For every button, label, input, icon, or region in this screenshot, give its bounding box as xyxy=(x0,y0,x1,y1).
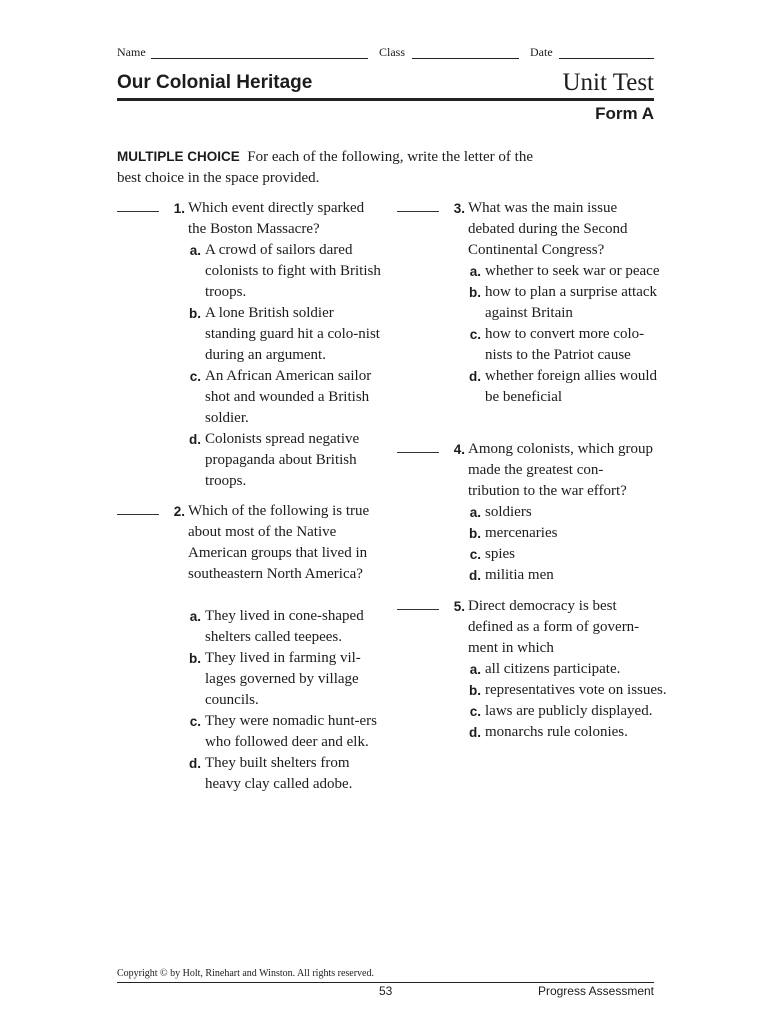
option-letter: a. xyxy=(189,609,201,624)
question-number: 3. xyxy=(453,201,465,216)
copyright-notice: Copyright © by Holt, Rinehart and Winston. All rights reserved. xyxy=(117,968,374,979)
instructions-heading: MULTIPLE CHOICE xyxy=(117,149,240,164)
class-field[interactable] xyxy=(379,45,405,60)
instructions-text: For each of the following, write the letter of the best choice in the space provided. xyxy=(117,149,533,186)
option-a xyxy=(188,606,388,648)
date-label: Date xyxy=(530,45,553,59)
option-b xyxy=(468,282,663,324)
question-text: What was the main issue debated during the Second Continental Congress? xyxy=(468,200,628,258)
option-text: soldiers xyxy=(485,504,532,520)
option-letter: c. xyxy=(189,369,201,384)
option-a xyxy=(468,502,663,523)
option-text: monarchs rule colonies. xyxy=(485,724,628,740)
answer-blank-4[interactable] xyxy=(397,452,439,453)
option-letter: d. xyxy=(469,568,481,583)
option-b xyxy=(188,648,388,711)
option-a xyxy=(188,240,388,303)
name-line[interactable] xyxy=(151,58,368,59)
option-text: whether foreign allies would be beneficial xyxy=(485,368,658,405)
option-c xyxy=(468,544,663,565)
option-letter: b. xyxy=(469,683,481,698)
option-text: mercenaries xyxy=(485,525,558,541)
option-letter: a. xyxy=(469,505,481,520)
option-d xyxy=(468,722,668,743)
page-number: 53 xyxy=(379,984,393,998)
question-text: Among colonists, which group made the greatest con-tribution to the war effort? xyxy=(468,441,653,499)
section-label: Progress Assessment xyxy=(537,984,654,998)
option-letter: d. xyxy=(469,725,481,740)
option-letter: b. xyxy=(469,526,481,541)
question-number: 4. xyxy=(453,442,465,457)
unit-test-label: Unit Test xyxy=(562,69,654,96)
option-text: They were nomadic hunt-ers who followed deer and elk. xyxy=(205,713,378,750)
option-letter: c. xyxy=(469,327,481,342)
option-d xyxy=(468,366,663,408)
option-letter: d. xyxy=(189,756,201,771)
option-text: how to convert more colo-nists to the Patriot cause xyxy=(485,326,645,363)
option-letter: a. xyxy=(469,662,481,677)
option-letter: c. xyxy=(469,547,481,562)
answer-blank-3[interactable] xyxy=(397,211,439,212)
instructions xyxy=(117,146,557,189)
option-text: A lone British soldier standing guard hit a colo-nist during an argument. xyxy=(205,305,380,363)
option-letter: c. xyxy=(469,704,481,719)
answer-blank-1[interactable] xyxy=(117,211,159,212)
option-c xyxy=(468,701,668,722)
option-d xyxy=(468,565,663,586)
option-text: They built shelters from heavy clay called adobe. xyxy=(205,755,353,792)
question-number: 1. xyxy=(173,201,185,216)
question-text: Which event directly sparked the Boston Massacre? xyxy=(188,200,365,237)
title-row xyxy=(117,68,654,101)
option-c xyxy=(188,711,388,753)
option-c xyxy=(188,366,388,429)
option-text: A crowd of sailors dared colonists to fight with British troops. xyxy=(205,242,381,300)
option-letter: d. xyxy=(189,432,201,447)
option-a xyxy=(468,659,668,680)
option-d xyxy=(188,753,388,795)
option-letter: b. xyxy=(189,651,201,666)
answer-blank-5[interactable] xyxy=(397,609,439,610)
option-letter: a. xyxy=(189,243,201,258)
class-label: Class xyxy=(379,45,406,59)
option-c xyxy=(468,324,663,366)
option-letter: d. xyxy=(469,369,481,384)
option-text: all citizens participate. xyxy=(485,661,621,677)
option-b xyxy=(468,680,668,701)
class-line[interactable] xyxy=(412,58,519,59)
option-text: They lived in cone-shaped shelters called teepees. xyxy=(205,608,364,645)
option-letter: c. xyxy=(189,714,201,729)
option-text: spies xyxy=(485,546,515,562)
option-text: laws are publicly displayed. xyxy=(485,703,653,719)
option-letter: a. xyxy=(469,264,481,279)
question-text: Which of the following is true about most of the Native American groups that lived in southeastern North America? xyxy=(188,503,370,582)
option-text: They lived in farming vil-lages governed by village councils. xyxy=(205,650,361,708)
date-field[interactable] xyxy=(530,45,553,60)
name-field[interactable] xyxy=(117,45,146,60)
footer-divider xyxy=(117,982,654,983)
option-b xyxy=(468,523,663,544)
form-label: Form A xyxy=(595,104,654,123)
option-a xyxy=(468,261,663,282)
page-title: Our Colonial Heritage xyxy=(117,72,313,93)
option-text: whether to seek war or peace xyxy=(485,263,660,279)
option-letter: b. xyxy=(189,306,201,321)
name-label: Name xyxy=(117,45,146,59)
header-fields xyxy=(117,45,654,61)
answer-blank-2[interactable] xyxy=(117,514,159,515)
question-number: 2. xyxy=(173,504,185,519)
question-number: 5. xyxy=(453,599,465,614)
option-text: representatives vote on issues. xyxy=(485,682,667,698)
option-text: Colonists spread negative propaganda about British troops. xyxy=(205,431,360,489)
option-text: An African American sailor shot and wounded a British soldier. xyxy=(205,368,372,426)
option-text: how to plan a surprise attack against Britain xyxy=(485,284,658,321)
option-text: militia men xyxy=(485,567,554,583)
option-d xyxy=(188,429,388,492)
date-line[interactable] xyxy=(559,58,654,59)
option-letter: b. xyxy=(469,285,481,300)
option-b xyxy=(188,303,388,366)
question-text: Direct democracy is best defined as a form of govern-ment in which xyxy=(468,598,640,656)
